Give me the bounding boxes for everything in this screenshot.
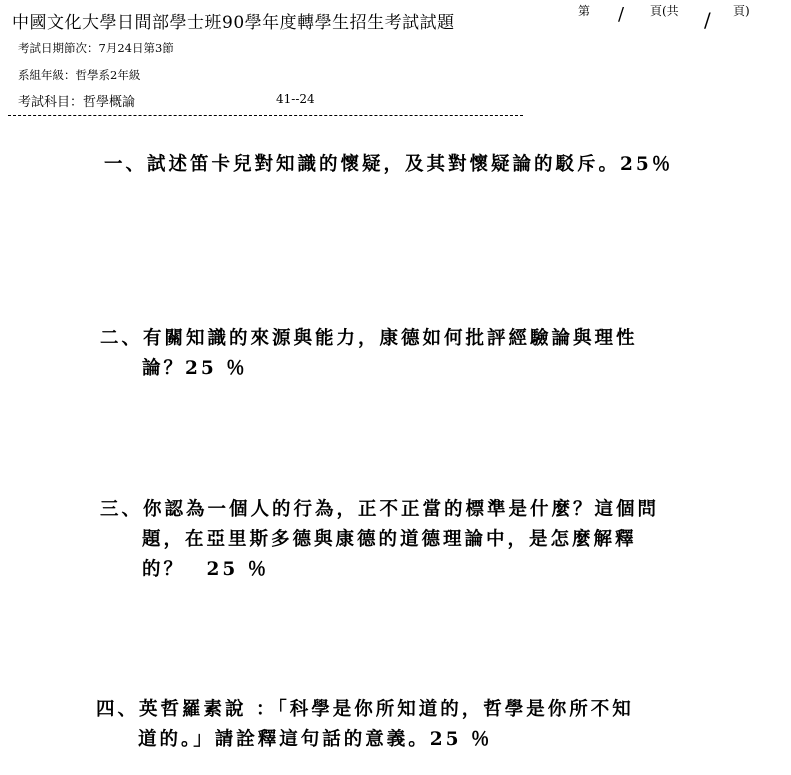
question-4-line-1: 四、英哲羅素說 ：「科學是你所知道的，哲學是你所不知 (96, 699, 634, 720)
question-1-line-1: 一、試述笛卡兒對知識的懷疑，及其對懷疑論的駁斥。25％ (104, 154, 674, 175)
question-2-line-1: 二、有關知識的來源與能力，康德如何批評經驗論與理性 (100, 328, 638, 349)
question-3 (100, 495, 659, 585)
exam-code: 41--24 (276, 92, 315, 106)
page-total-slash: / (704, 8, 711, 32)
question-4-line-2: 道的。」請詮釋這句話的意義。25 ％ (138, 729, 493, 750)
question-3-line-3: 的？ 25 ％ (142, 559, 270, 580)
question-3-line-2: 題，在亞里斯多德與康德的道德理論中，是怎麼解釋 (142, 529, 637, 550)
page-slash: / (618, 4, 625, 25)
question-2 (100, 324, 638, 384)
exam-date-session: 考試日期節次：7月24日第3節 (18, 41, 174, 55)
question-4 (96, 695, 634, 755)
page-label: 第 (578, 4, 591, 18)
exam-department: 系組年級：哲學系2年級 (18, 68, 141, 82)
page-total-label: 頁(共 (650, 4, 679, 18)
question-1 (104, 150, 673, 180)
header-divider (8, 115, 523, 116)
page-close-label: 頁) (733, 4, 750, 18)
exam-subject: 考試科目：哲學概論 (18, 95, 136, 110)
question-3-line-1: 三、你認為一個人的行為，正不正當的標準是什麼？這個問 (100, 499, 660, 520)
exam-title: 中國文化大學日間部學士班90學年度轉學生招生考試試題 (12, 13, 455, 33)
question-2-line-2: 論？25 ％ (142, 358, 248, 379)
